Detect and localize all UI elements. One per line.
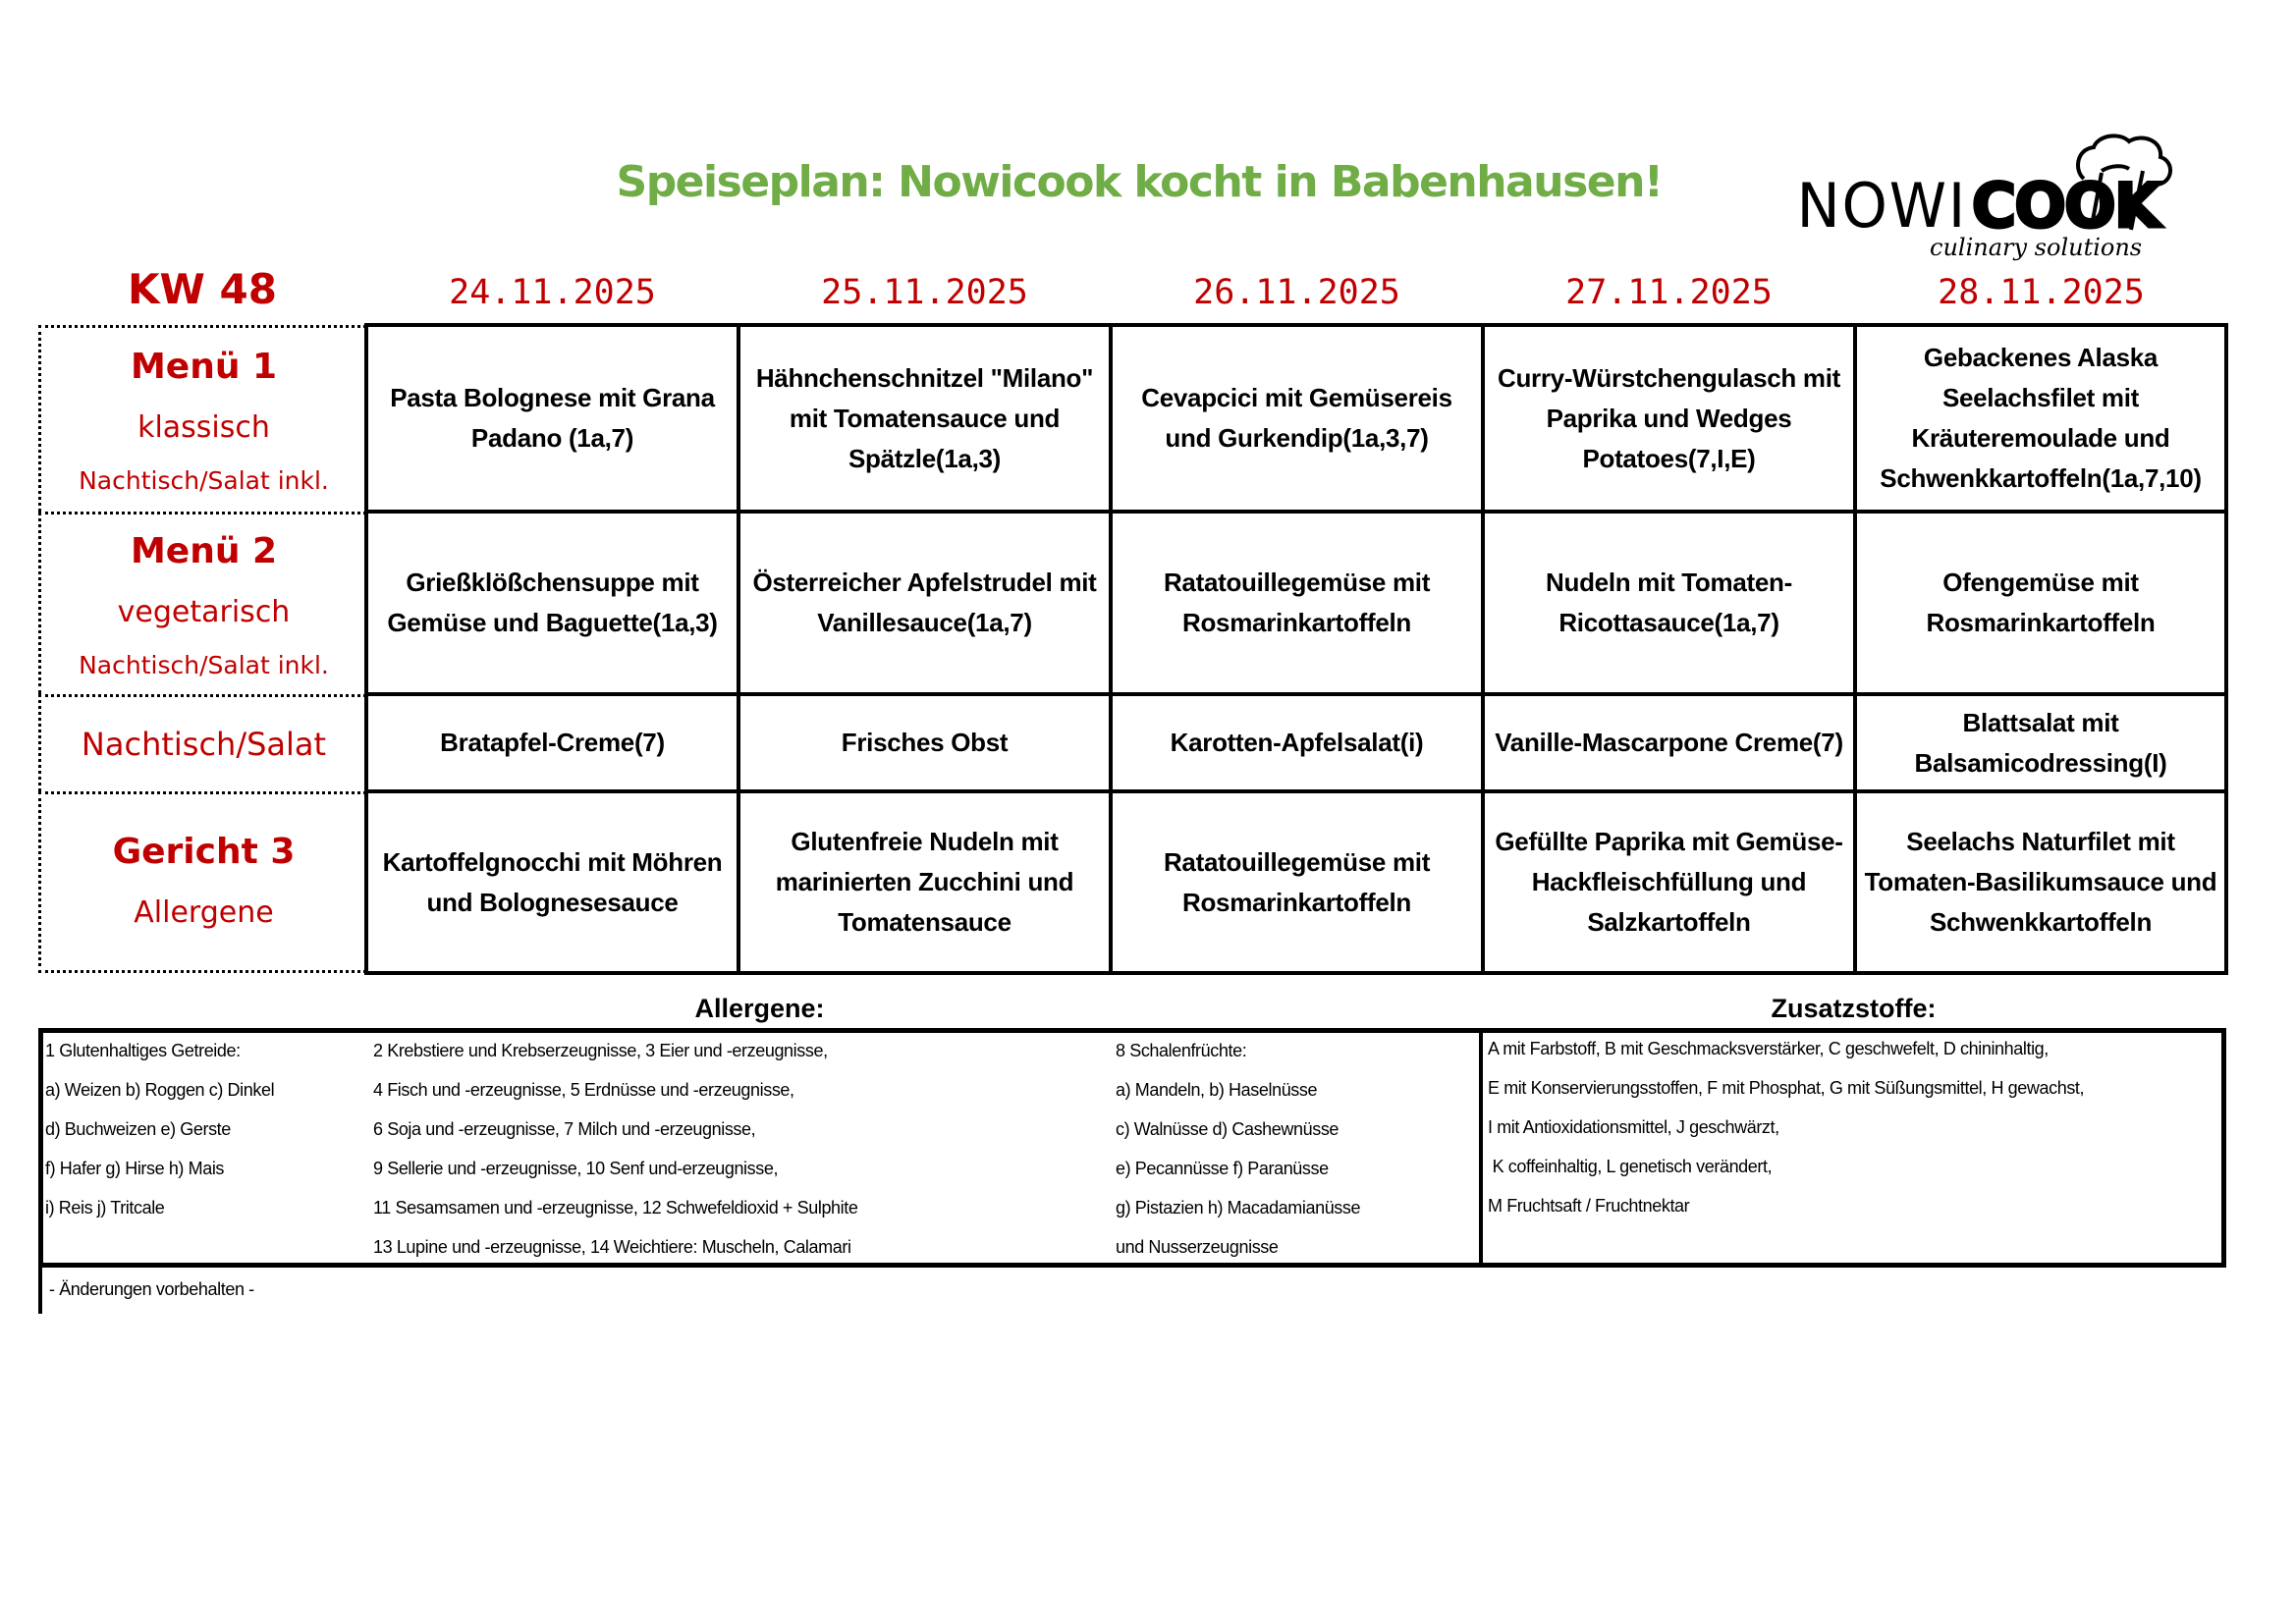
- footer-note: - Änderungen vorbehalten -: [49, 1279, 254, 1299]
- allergen-line: d) Buchweizen e) Gerste: [45, 1119, 231, 1139]
- additive-line: E mit Konservierungsstoffen, F mit Phosphat, G mit Süßungsmittel, H gewachst,: [1488, 1078, 2085, 1098]
- meal-cell: [1481, 323, 1857, 514]
- meal-cell: [737, 323, 1113, 514]
- allergen-line: i) Reis j) Tritcale: [45, 1198, 165, 1218]
- allergen-line: 1 Glutenhaltiges Getreide:: [45, 1041, 241, 1060]
- additive-line: A mit Farbstoff, B mit Geschmacksverstärker, C geschwefelt, D chininhaltig,: [1488, 1039, 2049, 1058]
- meal-cell: [1853, 789, 2228, 975]
- meal-text: Pasta Bolognese mit Grana Padano (1a,7): [390, 383, 715, 453]
- row-label-gericht-3: Gericht 3 Allergene: [38, 791, 366, 973]
- meal-text: Ratatouillegemüse mit Rosmarinkartoffeln: [1163, 568, 1431, 637]
- meal-text: Gefüllte Paprika mit Gemüse-Hackfleischfüllung und Salzkartoffeln: [1495, 827, 1843, 937]
- meal-text: Ofengemüse mit Rosmarinkartoffeln: [1926, 568, 2156, 637]
- allergen-line: 4 Fisch und -erzeugnisse, 5 Erdnüsse und -erzeugnisse,: [373, 1080, 794, 1100]
- meal-text: Kartoffelgnocchi mit Möhren und Bolognesesauce: [382, 846, 723, 917]
- nowicook-logo: NOWICOOK culinary solutions: [1792, 128, 2214, 275]
- date-header: 26.11.2025: [1193, 273, 1400, 312]
- allergen-line: a) Mandeln, b) Haselnüsse: [1116, 1080, 1318, 1100]
- meal-cell: [1109, 510, 1485, 696]
- legend-box: [38, 1028, 2226, 1268]
- meal-text: Vanille-Mascarpone Creme(7): [1495, 728, 1843, 757]
- allergen-line: 13 Lupine und -erzeugnisse, 14 Weichtiere: Muscheln, Calamari: [373, 1237, 851, 1257]
- row-label-dessert: Nachtisch/Salat: [38, 694, 366, 791]
- additive-line: M Fruchtsaft / Fruchtnektar: [1488, 1196, 1690, 1216]
- date-header: 25.11.2025: [821, 273, 1028, 312]
- meal-cell: [737, 692, 1113, 793]
- meal-cell: [364, 510, 740, 696]
- additive-line: K coffeinhaltig, L genetisch verändert,: [1488, 1157, 1773, 1176]
- meal-text: Curry-Würstchengulasch mit Paprika und Wedges Potatoes(7,I,E): [1497, 362, 1841, 473]
- date-header: 28.11.2025: [1938, 273, 2145, 312]
- meal-text: Seelachs Naturfilet mit Tomaten-Basilikumsauce und Schwenkkartoffeln: [1864, 827, 2217, 937]
- meal-cell: [364, 789, 740, 975]
- meal-cell: [1481, 692, 1857, 793]
- date-header: 24.11.2025: [449, 273, 656, 312]
- meal-cell: [737, 789, 1113, 975]
- allergen-line: 11 Sesamsamen und -erzeugnisse, 12 Schwefeldioxid + Sulphite: [373, 1198, 858, 1218]
- row-label-menu-1: Menü 1 klassisch Nachtisch/Salat inkl.: [38, 325, 366, 512]
- meal-cell: [1481, 510, 1857, 696]
- meal-cell: [1109, 789, 1485, 975]
- additive-line: I mit Antioxidationsmittel, J geschwärzt,: [1488, 1117, 1779, 1137]
- meal-text: Bratapfel-Creme(7): [440, 728, 665, 757]
- meal-text: Hähnchenschnitzel "Milano" mit Tomatensauce und Spätzle(1a,3): [755, 362, 1094, 473]
- allergen-line: und Nusserzeugnisse: [1116, 1237, 1279, 1257]
- allergen-line: 9 Sellerie und -erzeugnisse, 10 Senf und-erzeugnisse,: [373, 1159, 779, 1178]
- legend-divider: [1479, 1028, 1483, 1268]
- meal-cell: [1853, 510, 2228, 696]
- week-label: KW 48: [128, 265, 277, 313]
- meal-cell: [1853, 692, 2228, 793]
- meal-text: Österreicher Apfelstrudel mit Vanillesauce(1a,7): [752, 568, 1097, 637]
- meal-text: Nudeln mit Tomaten-Ricottasauce(1a,7): [1546, 568, 1792, 637]
- footer-border: [38, 1267, 42, 1314]
- meal-text: Karotten-Apfelsalat(i): [1170, 728, 1424, 757]
- allergen-line: 2 Krebstiere und Krebserzeugnisse, 3 Eier und -erzeugnisse,: [373, 1041, 828, 1060]
- allergen-line: f) Hafer g) Hirse h) Mais: [45, 1159, 225, 1178]
- allergen-line: g) Pistazien h) Macadamianüsse: [1116, 1198, 1361, 1218]
- meal-text: Grießklößchensuppe mit Gemüse und Baguette(1a,3): [387, 568, 718, 637]
- allergens-heading: Allergene:: [694, 994, 825, 1023]
- meal-text: Gebackenes Alaska Seelachsfilet mit Kräuteremoulade und Schwenkkartoffeln(1a,7,10): [1880, 343, 2202, 493]
- meal-text: Blattsalat mit Balsamicodressing(I): [1914, 707, 2167, 778]
- meal-cell: [364, 692, 740, 793]
- additives-heading: Zusatzstoffe:: [1771, 994, 1937, 1023]
- meal-cell: [364, 323, 740, 514]
- meal-cell: [737, 510, 1113, 696]
- meal-text: Cevapcici mit Gemüsereis und Gurkendip(1a,3,7): [1141, 383, 1452, 453]
- allergen-line: 8 Schalenfrüchte:: [1116, 1041, 1247, 1060]
- meal-text: Glutenfreie Nudeln mit marinierten Zucchini und Tomatensauce: [775, 827, 1074, 937]
- allergen-line: c) Walnüsse d) Cashewnüsse: [1116, 1119, 1339, 1139]
- meal-cell: [1109, 692, 1485, 793]
- meal-cell: [1109, 323, 1485, 514]
- meal-cell: [1481, 789, 1857, 975]
- date-header: 27.11.2025: [1565, 273, 1773, 312]
- meal-text: Ratatouillegemüse mit Rosmarinkartoffeln: [1163, 846, 1431, 917]
- page-title: Speiseplan: Nowicook kocht in Babenhausen!: [616, 157, 1663, 207]
- allergen-line: 6 Soja und -erzeugnisse, 7 Milch und -erzeugnisse,: [373, 1119, 756, 1139]
- meal-text: Frisches Obst: [841, 728, 1009, 757]
- row-label-menu-2: Menü 2 vegetarisch Nachtisch/Salat inkl.: [38, 512, 366, 694]
- allergen-line: e) Pecannüsse f) Paranüsse: [1116, 1159, 1329, 1178]
- allergen-line: a) Weizen b) Roggen c) Dinkel: [45, 1080, 275, 1100]
- meal-cell: [1853, 323, 2228, 514]
